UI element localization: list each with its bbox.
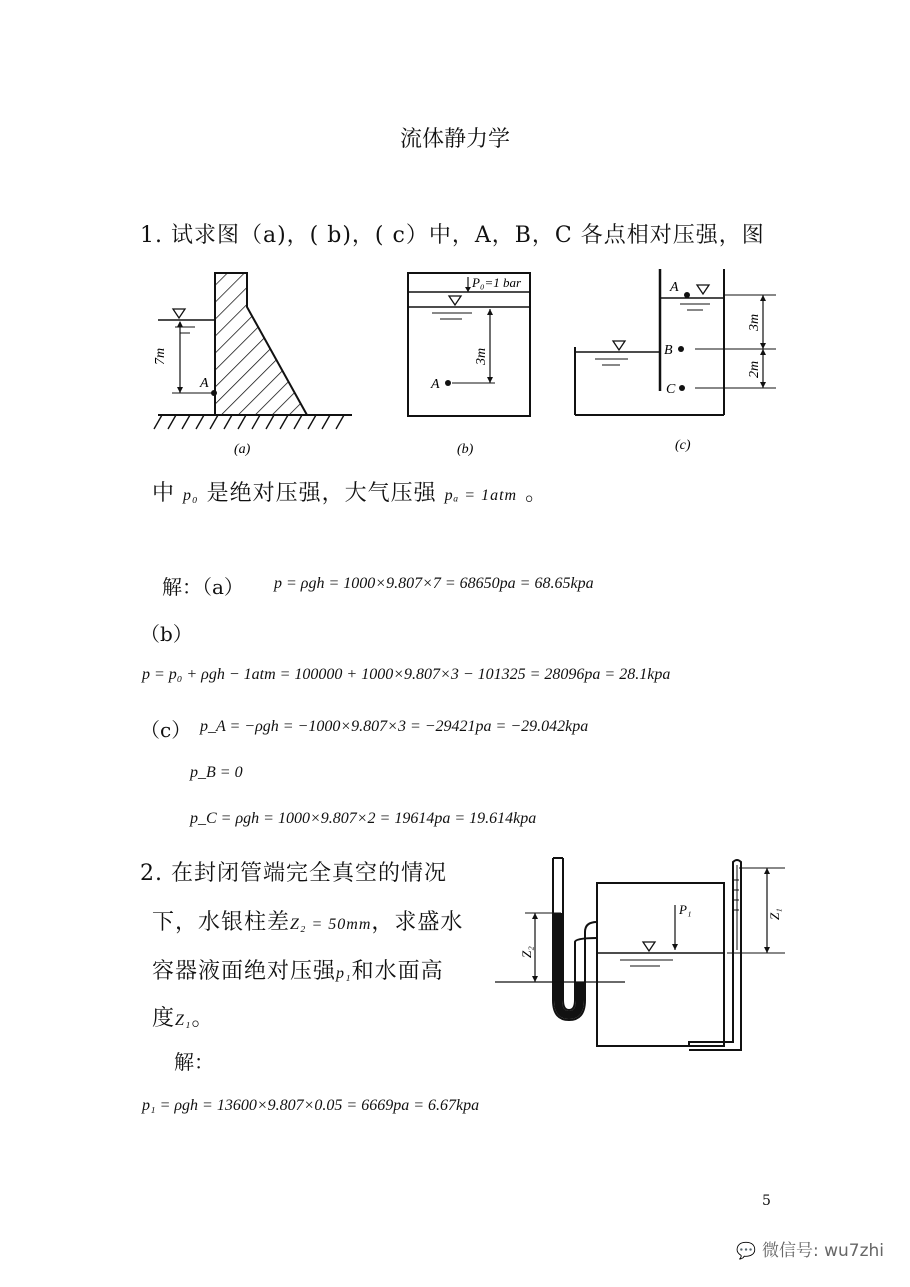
q1-statement-line1: 1. 试求图（a)，( b)，( c）中，A，B，C 各点相对压强，图 [140, 223, 765, 248]
q2-figure [495, 850, 785, 1055]
svg-text:(b): (b) [457, 442, 474, 457]
svg-text:A: A [431, 377, 440, 392]
svg-text:P₁: P₁ [679, 902, 692, 917]
q1-solution-c2: p_B = 0 [190, 764, 243, 781]
q1-figures [150, 265, 790, 465]
page-number: 5 [762, 1193, 771, 1209]
svg-text:A: A [670, 280, 679, 295]
svg-text:P₀=1 bar: P₀=1 bar [472, 275, 522, 290]
page-title: 流体静力学 [399, 127, 510, 152]
svg-text:B: B [664, 343, 673, 358]
q2-solution: p₁ = ρgh = 13600×9.807×0.05 = 6669pa = 6.67kpa [142, 1097, 480, 1114]
svg-text:(a): (a) [234, 442, 251, 457]
q2-solution-label: 解： [174, 1050, 214, 1074]
q1-solution-c-label: （c） [140, 718, 192, 742]
svg-text:(c): (c) [675, 438, 691, 453]
watermark: 💬 微信号: wu7zhi [736, 1241, 884, 1261]
q1-statement-line2: 中 p₀ 是绝对压强，大气压强 pₐ = 1atm 。 [152, 481, 549, 506]
svg-text:Z₂: Z₂ [519, 946, 534, 958]
svg-text:C: C [666, 382, 676, 397]
q2-statement-line1: 2. 在封闭管端完全真空的情况 [140, 861, 447, 886]
svg-text:2m: 2m [747, 360, 762, 378]
figure-b [408, 273, 530, 457]
q1-solution-b-label: （b） [140, 622, 193, 646]
figure-c [575, 269, 776, 453]
q1-solution-c3: p_C = ρgh = 1000×9.807×2 = 19614pa = 19.614kpa [190, 810, 537, 827]
q1-solution-b: p = p₀ + ρgh − 1atm = 100000 + 1000×9.807×3 − 101325 = 28096pa = 28.1kpa [142, 666, 671, 683]
svg-text:7m: 7m [153, 347, 168, 365]
water-level-icon [173, 309, 185, 318]
wechat-icon: 💬 [736, 1241, 756, 1260]
q2-statement-line4: 度Z₁。 [152, 1006, 215, 1031]
q2-statement-line2: 下，水银柱差Z₂ = 50mm，求盛水 [152, 910, 464, 935]
svg-text:3m: 3m [747, 313, 762, 331]
q1-solution-label: 解：（a） [162, 575, 244, 599]
q1-solution-c1: p_A = −ρgh = −1000×9.807×3 = −29421pa = −29.042kpa [200, 718, 589, 735]
svg-text:Z₁: Z₁ [767, 908, 782, 920]
svg-text:3m: 3m [474, 347, 489, 365]
svg-text:A: A [200, 376, 209, 391]
q2-statement-line3: 容器液面绝对压强p₁和水面高 [152, 959, 444, 984]
figure-a [153, 273, 352, 457]
q1-solution-a: p = ρgh = 1000×9.807×7 = 68650pa = 68.65kpa [274, 575, 594, 592]
